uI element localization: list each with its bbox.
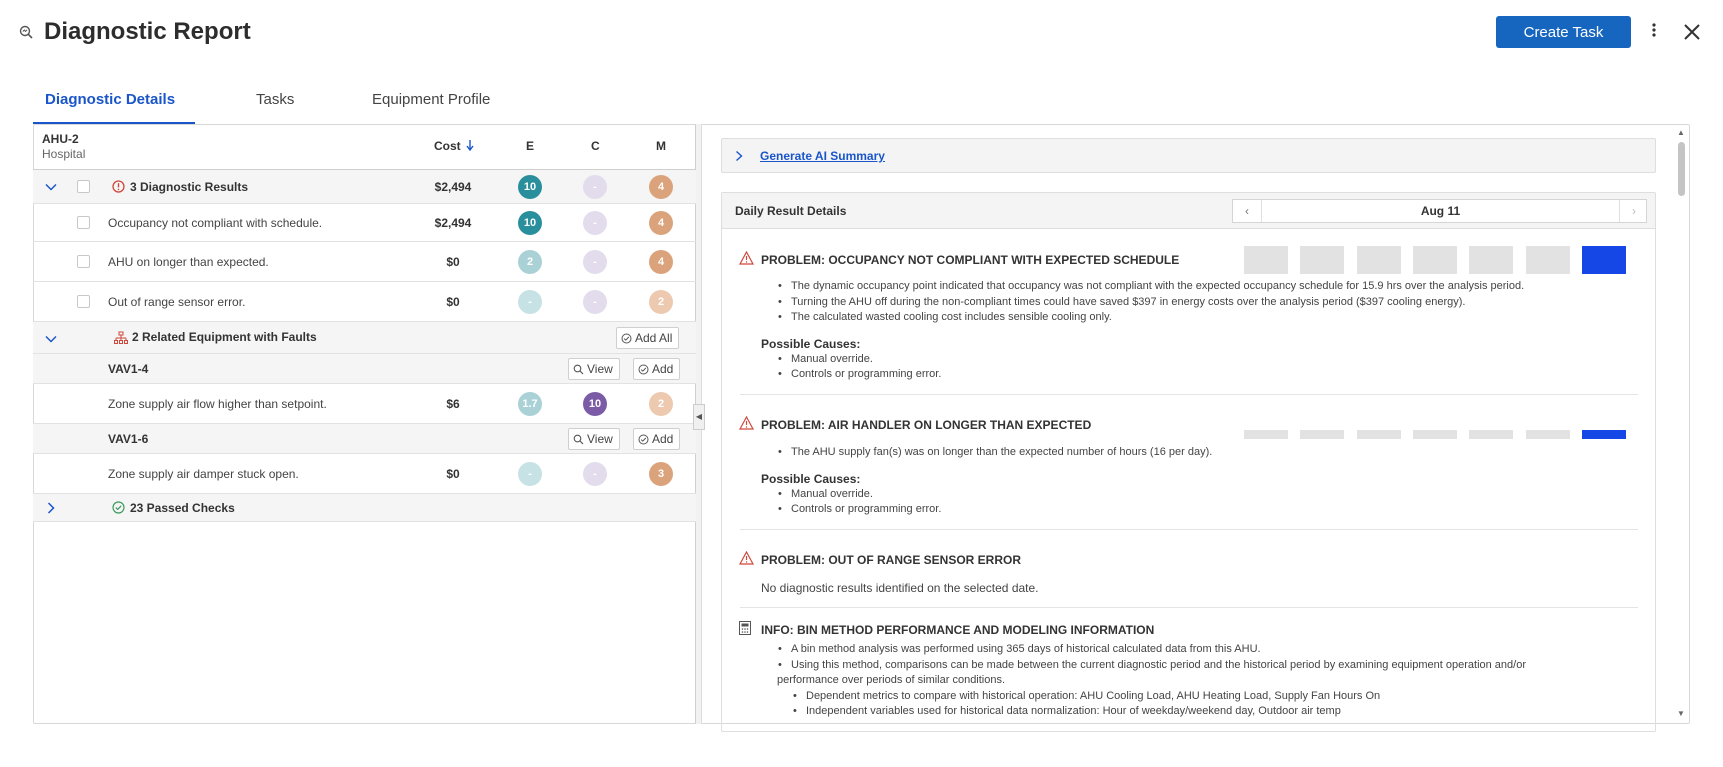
energy-badge: - [518, 290, 542, 314]
diagnostic-group-label: 3 Diagnostic Results [130, 180, 249, 194]
related-group-label: 2 Related Equipment with Faults [132, 330, 317, 344]
day-indicator[interactable] [1244, 430, 1288, 439]
c-column-header: C [591, 139, 600, 153]
e-column-header: E [526, 139, 535, 153]
daily-result-title: Daily Result Details [735, 204, 847, 218]
day-indicator[interactable] [1526, 246, 1570, 274]
table-header [33, 124, 696, 170]
add-all-label: Add All [635, 331, 673, 345]
warning-icon [739, 551, 754, 565]
problem-title: PROBLEM: OCCUPANCY NOT COMPLIANT WITH EXPECTED SCHEDULE [761, 253, 1180, 267]
next-date-icon[interactable]: › [1632, 204, 1636, 218]
diagnostic-results-group[interactable] [33, 170, 696, 204]
diagnostic-label: AHU on longer than expected. [108, 255, 269, 269]
problem-title: PROBLEM: AIR HANDLER ON LONGER THAN EXPECTED [761, 418, 1092, 432]
possible-causes-label: Possible Causes: [761, 472, 861, 486]
day-indicator[interactable] [1357, 430, 1401, 439]
possible-cause: • Manual override. [791, 353, 873, 365]
tab-diagnostic-details[interactable]: Diagnostic Details [45, 91, 176, 108]
cost-column-label: Cost [434, 139, 461, 153]
diagnostic-cost: $0 [446, 255, 460, 269]
group-cost: $2,494 [434, 180, 472, 194]
row-checkbox[interactable] [77, 216, 90, 229]
scroll-down-icon[interactable]: ▼ [1677, 709, 1685, 718]
equipment-location: Hospital [42, 147, 86, 161]
day-indicator[interactable] [1244, 246, 1288, 274]
possible-cause: • Controls or programming error. [791, 503, 941, 515]
generate-ai-summary-link[interactable]: Generate AI Summary [760, 149, 885, 163]
scrollbar-thumb[interactable] [1678, 142, 1685, 196]
chevron-down-icon[interactable] [44, 180, 58, 194]
day-indicator[interactable] [1300, 430, 1344, 439]
sort-desc-icon [466, 140, 474, 151]
chevron-right-icon[interactable] [734, 150, 744, 162]
comfort-badge: - [583, 250, 607, 274]
related-equipment-group[interactable] [33, 322, 696, 354]
table-row[interactable] [33, 242, 696, 282]
passed-checks-group[interactable] [33, 494, 696, 522]
possible-cause: • Manual override. [791, 488, 873, 500]
add-button[interactable] [633, 358, 680, 380]
energy-badge: 1.7 [518, 392, 542, 416]
info-sub-detail: • Independent variables used for historical data normalization: Hour of weekday/weekend day, Outdoor air temp [806, 705, 1341, 717]
diagnostic-label: Occupancy not compliant with schedule. [108, 216, 323, 230]
day-indicator[interactable] [1469, 246, 1513, 274]
close-icon[interactable] [1680, 18, 1704, 46]
add-label: Add [652, 362, 674, 376]
create-task-button[interactable]: Create Task [1496, 16, 1631, 48]
m-column-header: M [656, 139, 666, 153]
diagnostic-cost: $0 [446, 295, 460, 309]
passed-checks-label: 23 Passed Checks [130, 501, 235, 515]
day-indicator[interactable] [1413, 246, 1457, 274]
table-row[interactable] [33, 282, 696, 322]
possible-causes-label: Possible Causes: [761, 337, 861, 351]
maintenance-badge: 4 [649, 250, 673, 274]
comfort-badge: - [583, 290, 607, 314]
warning-icon [739, 251, 754, 265]
related-equipment-row [33, 424, 696, 454]
fault-cost: $6 [446, 397, 460, 411]
check-circle-icon [638, 434, 649, 445]
search-icon [573, 364, 584, 375]
equipment-name: AHU-2 [42, 132, 79, 146]
table-row[interactable] [33, 384, 696, 424]
scrollbar[interactable] [1674, 126, 1688, 722]
day-indicator[interactable] [1300, 246, 1344, 274]
day-indicator-selected[interactable] [1582, 246, 1626, 274]
previous-date-icon[interactable]: ‹ [1245, 204, 1249, 218]
info-detail-continued: performance over periods of similar conditions. [777, 674, 1006, 686]
collapse-panel-handle[interactable]: ◀ [693, 404, 705, 430]
calculator-icon [739, 621, 751, 635]
group-checkbox[interactable] [77, 180, 90, 193]
scroll-up-icon[interactable]: ▲ [1677, 128, 1685, 137]
row-checkbox[interactable] [77, 255, 90, 268]
add-label: Add [652, 432, 674, 446]
view-button[interactable] [568, 428, 620, 450]
add-button[interactable] [633, 428, 680, 450]
ai-summary-section[interactable] [721, 138, 1656, 173]
problem-detail: • The calculated wasted cooling cost includes sensible cooling only. [791, 311, 1112, 323]
warning-icon [739, 416, 754, 430]
selected-date[interactable]: Aug 11 [1261, 200, 1620, 222]
info-sub-detail: • Dependent metrics to compare with historical operation: AHU Cooling Load, AHU Heating Load, Supply Fan Hours On [806, 690, 1380, 702]
alert-circle-icon [112, 180, 125, 193]
header [0, 0, 1723, 64]
day-indicator[interactable] [1357, 246, 1401, 274]
problem-detail: • The AHU supply fan(s) was on longer than the expected number of hours (16 per day). [791, 446, 1212, 458]
comfort-badge: - [583, 462, 607, 486]
chevron-right-icon[interactable] [44, 501, 58, 515]
comfort-badge: 10 [583, 392, 607, 416]
report-search-icon [18, 24, 34, 40]
info-detail: • Using this method, comparisons can be made between the current diagnostic period and the historical period by examining equipment operation and/or [791, 659, 1526, 671]
section-divider [740, 394, 1638, 395]
view-label: View [587, 432, 613, 446]
hierarchy-icon [114, 331, 128, 345]
related-equipment-name: VAV1-4 [108, 362, 149, 376]
view-label: View [587, 362, 613, 376]
problem-detail: • The dynamic occupancy point indicated that occupancy was not compliant with the expected occupancy schedule for 15.9 hrs over the analysis period. [791, 280, 1524, 292]
diagnostic-cost: $2,494 [434, 216, 472, 230]
search-icon [573, 434, 584, 445]
day-indicator[interactable] [1526, 430, 1570, 439]
fault-cost: $0 [446, 467, 460, 481]
check-circle-icon [112, 501, 125, 514]
date-navigator [1232, 199, 1647, 223]
no-results-message: No diagnostic results identified on the selected date. [761, 581, 1039, 595]
section-divider [740, 529, 1638, 530]
problem-detail: • Turning the AHU off during the non-compliant times could have saved $397 in energy costs over the analysis period ($397 cooling energy). [791, 296, 1465, 308]
table-row[interactable] [33, 454, 696, 494]
info-detail: • A bin method analysis was performed using 365 days of historical calculated data from this AHU. [791, 643, 1261, 655]
more-options-icon[interactable] [1646, 20, 1662, 44]
possible-cause: • Controls or programming error. [791, 368, 941, 380]
maintenance-badge: 3 [649, 462, 673, 486]
energy-badge: - [518, 462, 542, 486]
chevron-down-icon[interactable] [44, 332, 58, 346]
fault-label: Zone supply air damper stuck open. [108, 467, 299, 481]
diagnostic-label: Out of range sensor error. [108, 295, 246, 309]
page-title: Diagnostic Report [44, 18, 251, 45]
energy-badge: 10 [518, 175, 542, 199]
related-equipment-row [33, 354, 696, 384]
info-title: INFO: BIN METHOD PERFORMANCE AND MODELING INFORMATION [761, 623, 1155, 637]
comfort-badge: - [583, 211, 607, 235]
daily-result-header [722, 193, 1656, 229]
fault-label: Zone supply air flow higher than setpoint. [108, 397, 327, 411]
related-equipment-name: VAV1-6 [108, 432, 149, 446]
day-indicator[interactable] [1413, 430, 1457, 439]
table-row[interactable] [33, 204, 696, 242]
add-all-button[interactable] [616, 327, 679, 349]
view-button[interactable] [568, 358, 620, 380]
problem-title: PROBLEM: OUT OF RANGE SENSOR ERROR [761, 553, 1022, 567]
maintenance-badge: 4 [649, 175, 673, 199]
day-indicator-selected[interactable] [1582, 430, 1626, 439]
maintenance-badge: 4 [649, 211, 673, 235]
tab-equipment-profile[interactable]: Equipment Profile [372, 91, 491, 108]
daily-result-details [721, 192, 1656, 732]
tab-tasks[interactable]: Tasks [256, 91, 295, 108]
check-circle-icon [621, 333, 632, 344]
section-divider [740, 607, 1638, 608]
comfort-badge: - [583, 175, 607, 199]
energy-badge: 2 [518, 250, 542, 274]
maintenance-badge: 2 [649, 290, 673, 314]
check-circle-icon [638, 364, 649, 375]
day-indicator[interactable] [1469, 430, 1513, 439]
maintenance-badge: 2 [649, 392, 673, 416]
row-checkbox[interactable] [77, 295, 90, 308]
energy-badge: 10 [518, 211, 542, 235]
cost-column-header[interactable] [434, 139, 474, 153]
